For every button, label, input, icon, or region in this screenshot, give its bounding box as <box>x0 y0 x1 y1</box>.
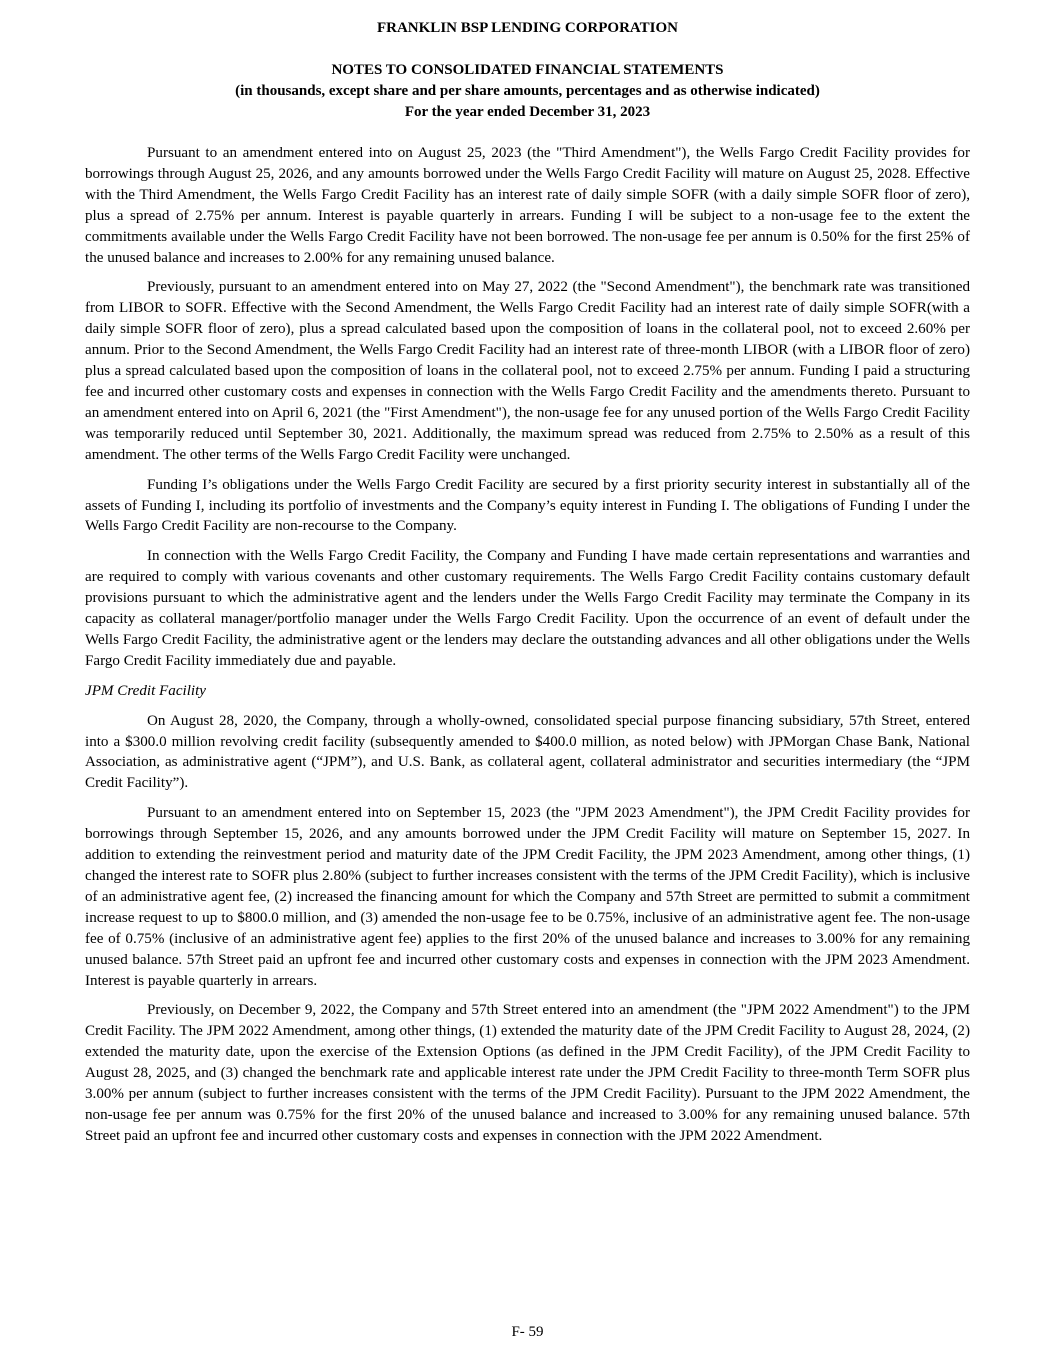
reporting-period: For the year ended December 31, 2023 <box>404 104 651 120</box>
document-subtitle: (in thousands, except share and per share amounts, percentages and as otherwise indicated) <box>235 83 820 99</box>
document-page <box>85 18 970 1156</box>
document-body <box>85 143 970 1147</box>
paragraph-funding-obligations: Funding I’s obligations under the Wells Fargo Credit Facility are secured by a first priority security interest in substantially all of the assets of Funding I, including its portfolio of investments and the Company’s equity interest in Funding I. The obligations of Funding I under the Wells Fargo Credit Facility are non-recourse to the Company. <box>85 476 970 535</box>
paragraph-representations: In connection with the Wells Fargo Credit Facility, the Company and Funding I have made certain representations and warranties and are required to comply with various covenants and other customary requirements. The Wells Fargo Credit Facility contains customary default provisions pursuant to which the administrative agent and the lenders under the Wells Fargo Credit Facility may terminate the Company in its capacity as collateral manager/portfolio manager under the Wells Fargo Credit Facility. Upon the occurrence of an event of default under the Wells Fargo Credit Facility, the administrative agent or the lenders may declare the outstanding advances and all other obligations under the Wells Fargo Credit Facility immediately due and payable. <box>85 548 970 669</box>
document-title: NOTES TO CONSOLIDATED FINANCIAL STATEMENTS <box>331 62 724 78</box>
page-number: F- 59 <box>511 1324 544 1340</box>
paragraph-second-amendment: Previously, pursuant to an amendment entered into on May 27, 2022 (the "Second Amendment"), the benchmark rate was transitioned from LIBOR to SOFR. Effective with the Second Amendment, the Wells Fargo Credit Facility had an interest rate of daily simple SOFR(with a daily simple SOFR floor of zero), plus a spread calculated based upon the composition of loans in the collateral pool, not to exceed 2.60% per annum. Prior to the Second Amendment, the Wells Fargo Credit Facility had an interest rate of three-month LIBOR (with a LIBOR floor of zero) plus a spread calculated based upon the composition of loans in the collateral pool, not to exceed 2.75% per annum. Funding I paid a structuring fee and incurred other customary costs and expenses in connection with the Wells Fargo Credit Facility and the amendments thereto. Pursuant to an amendment entered into on April 6, 2021 (the "First Amendment"), the non-usage fee for any unused portion of the Wells Fargo Credit Facility was temporarily reduced until September 30, 2021. Additionally, the maximum spread was reduced from 2.75% to 2.50% as a result of this amendment. The other terms of the Wells Fargo Credit Facility were unchanged. <box>85 279 970 463</box>
company-name: FRANKLIN BSP LENDING CORPORATION <box>376 20 678 36</box>
paragraph-third-amendment: Pursuant to an amendment entered into on August 25, 2023 (the "Third Amendment"), the Wells Fargo Credit Facility provides for borrowings through August 25, 2026, and any amounts borrowed under the Wells Fargo Credit Facility will mature on August 25, 2028. Effective with the Third Amendment, the Wells Fargo Credit Facility has an interest rate of daily simple SOFR (with a daily simple SOFR floor of zero), plus a spread of 2.75% per annum. Interest is payable quarterly in arrears. Funding I will be subject to a non-usage fee to the extent the commitments available under the Wells Fargo Credit Facility have not been borrowed. The non-usage fee per annum is 0.50% for the first 25% of the unused balance and increases to 2.00% for any remaining unused balance. <box>85 145 970 266</box>
paragraph-jpm-overview: On August 28, 2020, the Company, through a wholly-owned, consolidated special purpose financing subsidiary, 57th Street, entered into a $300.0 million revolving credit facility (subsequently amended to $400.0 million, as noted below) with JPMorgan Chase Bank, National Association, as administrative agent (“JPM”), and U.S. Bank, as collateral agent, collateral administrator and securities intermediary (the “JPM Credit Facility”). <box>85 712 970 792</box>
notes-header <box>85 60 970 123</box>
paragraph-jpm-2023-amendment: Pursuant to an amendment entered into on September 15, 2023 (the "JPM 2023 Amendment"), the JPM Credit Facility provides for borrowings through September 15, 2026, and any amounts borrowed under the JPM Credit Facility will mature on September 15, 2027. In addition to extending the reinvestment period and maturity date of the JPM Credit Facility, the JPM 2023 Amendment, among other things, (1) changed the interest rate to SOFR plus 2.80% (subject to further increases consistent with the terms of the JPM Credit Facility), which is inclusive of an administrative agent fee, (2) increased the financing amount for which the Company and 57th Street are permitted to submit a commitment increase request to up to $800.0 million, and (3) amended the non-usage fee to be 0.75%, inclusive of an administrative agent fee. The non-usage fee of 0.75% (inclusive of an administrative agent fee) applies to the first 20% of the unused balance and increases to 3.00% for any remaining unused balance. 57th Street paid an upfront fee and incurred other customary costs and expenses in connection with the JPM 2023 Amendment. Interest is payable quarterly in arrears. <box>85 805 970 989</box>
section-heading-jpm: JPM Credit Facility <box>85 682 206 699</box>
paragraph-jpm-2022-amendment: Previously, on December 9, 2022, the Company and 57th Street entered into an amendment (the "JPM 2022 Amendment") to the JPM Credit Facility. The JPM 2022 Amendment, among other things, (1) extended the maturity date of the JPM Credit Facility to August 28, 2024, (2) extended the maturity date, upon the exercise of the Extension Options (as defined in the JPM Credit Facility), of the JPM Credit Facility to August 28, 2025, and (3) changed the benchmark rate and applicable interest rate under the JPM Credit Facility to three-month Term SOFR plus 3.00% per annum (subject to further increases consistent with the terms of the JPM Credit Facility). Pursuant to the JPM 2022 Amendment, the non-usage fee per annum was 0.75% for the first 20% of the unused balance and increased to 3.00% for any remaining unused balance. 57th Street paid an upfront fee and incurred other customary costs and expenses in connection with the JPM 2022 Amendment. <box>85 1002 970 1144</box>
